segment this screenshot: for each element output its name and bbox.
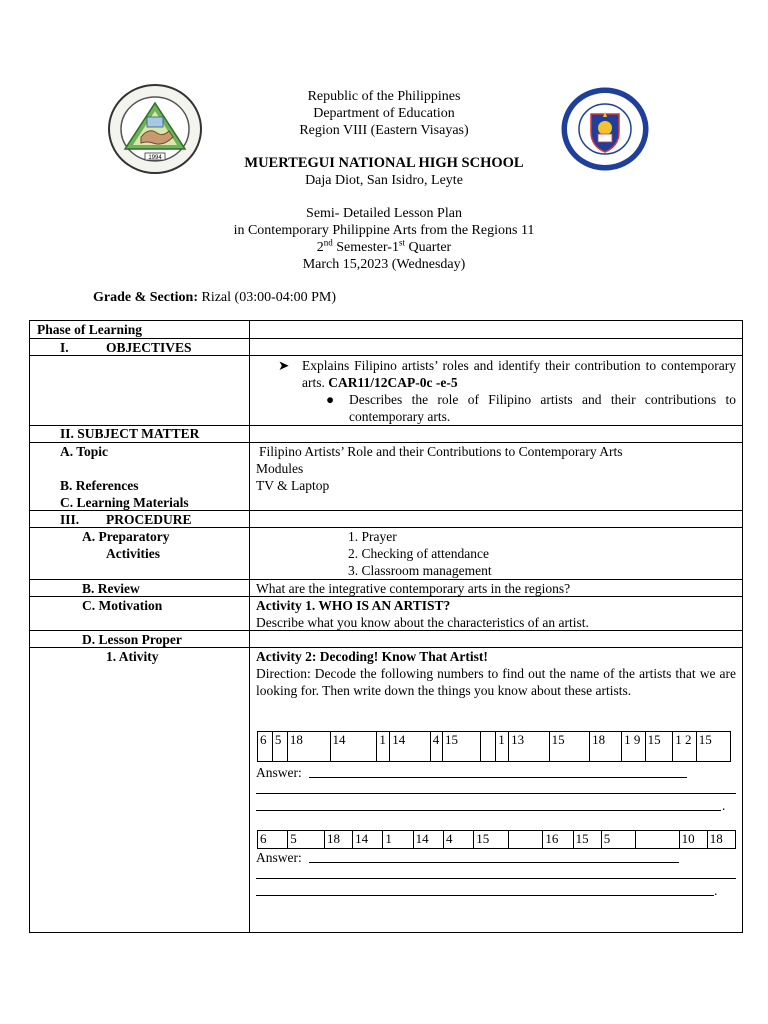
svg-text:1994: 1994 <box>148 155 162 161</box>
review-value: What are the integrative contemporary arts in the regions? <box>256 581 571 596</box>
header-department: Department of Education <box>313 106 455 121</box>
code-cell: 4 <box>443 831 473 849</box>
grade-section-value: Rizal (03:00-04:00 PM) <box>197 290 337 305</box>
lesson-plan-table <box>29 320 743 933</box>
column-divider <box>249 321 250 932</box>
code-cell: 16 <box>543 831 573 849</box>
prep-item-attendance: 2. Checking of attendance <box>348 546 489 561</box>
subject-matter-heading: II. SUBJECT MATTER <box>60 426 200 441</box>
code-cell: 1 9 <box>622 732 645 762</box>
code-cell: 15 <box>474 831 509 849</box>
answer-2-line <box>309 862 679 863</box>
code-cell: 1 <box>383 831 413 849</box>
semester-number: 2 <box>316 240 324 255</box>
code-cell: 15 <box>442 732 480 762</box>
code-cell: 18 <box>287 732 330 762</box>
arrow-bullet-icon: ➤ <box>278 358 290 373</box>
bullet-dot-icon: ● <box>326 392 335 407</box>
answer-2-period: . <box>714 883 718 898</box>
code-cell: 14 <box>390 732 431 762</box>
header-region: Region VIII (Eastern Visayas) <box>299 123 469 138</box>
semester-suffix: nd <box>323 237 333 248</box>
code-cell <box>508 831 543 849</box>
code-cell: 1 <box>377 732 390 762</box>
code-grid-2 <box>257 830 736 849</box>
preparatory-label: A. Preparatory <box>82 529 170 544</box>
learning-materials-label: C. Learning Materials <box>60 495 189 510</box>
answer-1-line <box>256 793 736 794</box>
code-cell <box>636 831 679 849</box>
code-cell: 15 <box>696 732 730 762</box>
activity1-title: Activity 1. WHO IS AN ARTIST? <box>256 598 451 613</box>
semester-text: Semester-1 <box>332 240 399 255</box>
procedure-heading: PROCEDURE <box>106 512 192 527</box>
objective-2: Describes the role of Filipino artists and their contributions to contemporary arts. <box>349 392 736 424</box>
code-cell: 13 <box>509 732 550 762</box>
references-value: TV & Laptop <box>256 478 330 493</box>
answer-1-line <box>256 810 721 811</box>
code-cell: 1 2 <box>673 732 696 762</box>
grade-section <box>93 289 336 306</box>
ativity-label: 1. Ativity <box>106 649 159 664</box>
lesson-date: March 15,2023 (Wednesday) <box>302 257 466 272</box>
code-cell: 14 <box>413 831 443 849</box>
plan-subject: in Contemporary Philippine Arts from the Regions 11 <box>233 223 535 238</box>
school-name: MUERTEGUI NATIONAL HIGH SCHOOL <box>244 155 524 171</box>
code-cell: 15 <box>549 732 590 762</box>
code-cell: 10 <box>679 831 707 849</box>
code-cell: 5 <box>288 831 325 849</box>
answer-1-period: . <box>722 798 726 813</box>
code-cell: 1 <box>496 732 509 762</box>
code-grid-1 <box>257 731 731 762</box>
code-cell: 15 <box>645 732 673 762</box>
objectives-number: I. <box>60 340 69 355</box>
lesson-proper-label: D. Lesson Proper <box>82 632 182 647</box>
plan-title: Semi- Detailed Lesson Plan <box>306 206 462 221</box>
procedure-number: III. <box>60 512 80 527</box>
code-cell: 18 <box>590 732 622 762</box>
activity1-description: Describe what you know about the characteristics of an artist. <box>256 615 589 630</box>
code-cell <box>481 732 496 762</box>
prep-item-prayer: 1. Prayer <box>348 529 397 544</box>
objective-1-text: Explains Filipino artists’ roles and identify their contribution to contemporary arts. <box>302 358 736 390</box>
answer-1-line <box>309 777 687 778</box>
answer-2-label: Answer: <box>256 850 302 865</box>
semester-quarter <box>0 239 768 256</box>
prep-item-classroom: 3. Classroom management <box>348 563 492 578</box>
code-cell: 4 <box>430 732 442 762</box>
answer-1-label: Answer: <box>256 765 302 780</box>
header-republic: Republic of the Philippines <box>307 89 461 104</box>
modules-value: Modules <box>256 461 304 476</box>
grade-section-label: Grade & Section: <box>93 290 198 305</box>
code-grid-1-row <box>258 732 731 762</box>
objective-1 <box>302 357 736 391</box>
code-grid-2-row <box>258 831 736 849</box>
topic-value: Filipino Artists’ Role and their Contributions to Contemporary Arts <box>259 444 623 459</box>
activity2-direction: Direction: Decode the following numbers to find out the name of the artists that we are looking for. Then write down the things you know about these artists. <box>256 666 736 698</box>
quarter-suffix: st <box>398 237 405 248</box>
code-cell: 18 <box>707 831 735 849</box>
objective-code: CAR11/12CAP-0c -e-5 <box>324 375 458 390</box>
school-address: Daja Diot, San Isidro, Leyte <box>305 173 463 188</box>
code-cell: 6 <box>258 732 273 762</box>
phase-of-learning-header: Phase of Learning <box>37 322 143 337</box>
code-cell: 5 <box>272 732 287 762</box>
references-label: B. References <box>60 478 139 493</box>
code-cell: 14 <box>353 831 383 849</box>
objectives-heading: OBJECTIVES <box>106 340 192 355</box>
preparatory-label-line2: Activities <box>106 546 160 561</box>
answer-2-line <box>256 878 736 879</box>
code-cell: 5 <box>601 831 636 849</box>
review-label: B. Review <box>82 581 140 596</box>
code-cell: 6 <box>258 831 288 849</box>
quarter-text: Quarter <box>404 240 452 255</box>
activity2-title: Activity 2: Decoding! Know That Artist! <box>256 649 488 664</box>
topic-label: A. Topic <box>60 444 109 459</box>
answer-2-line <box>256 895 714 896</box>
code-cell: 15 <box>573 831 601 849</box>
code-cell: 14 <box>330 732 377 762</box>
code-cell: 18 <box>325 831 353 849</box>
motivation-label: C. Motivation <box>82 598 163 613</box>
